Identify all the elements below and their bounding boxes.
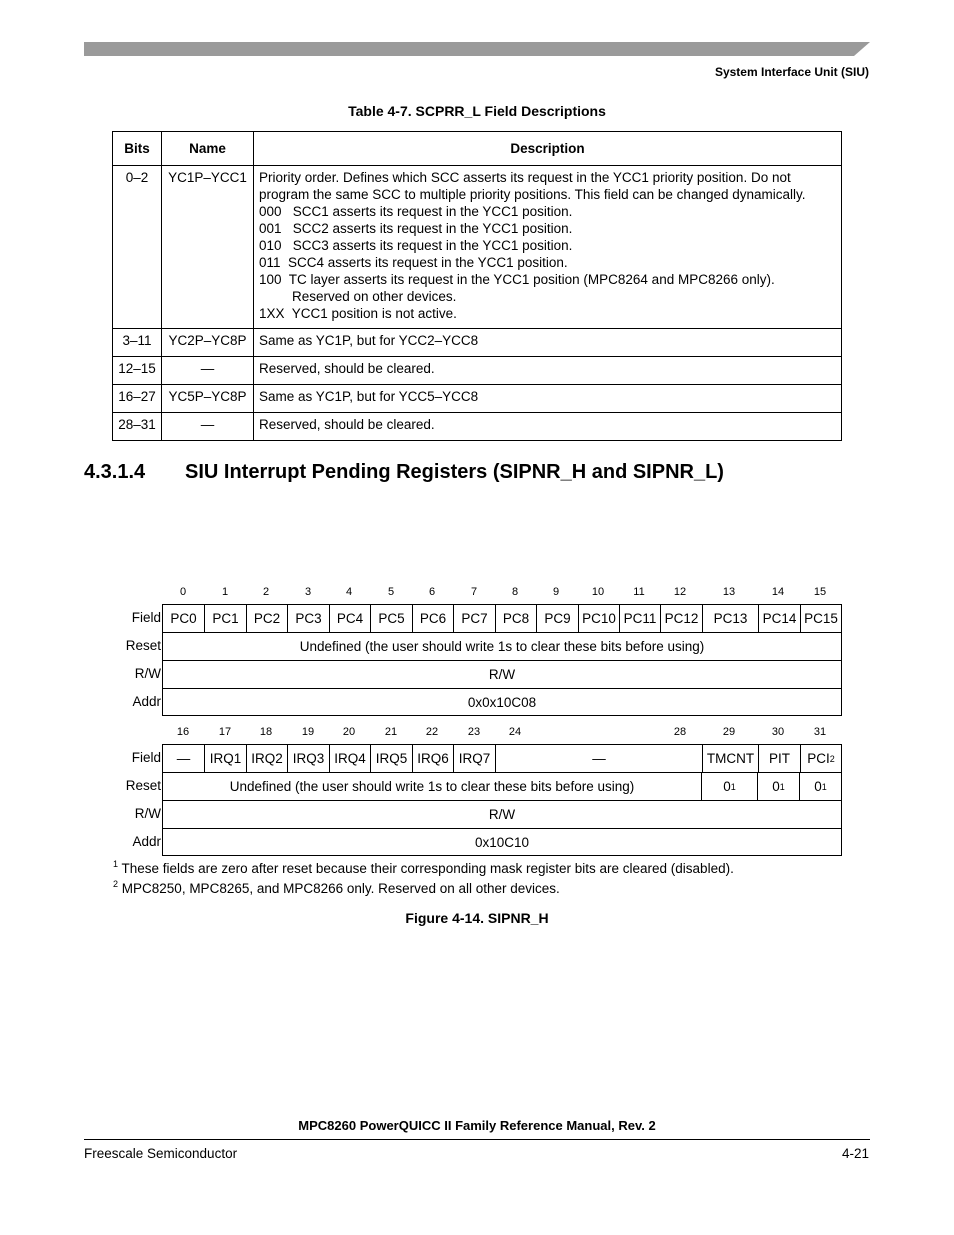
bit-numbers-lower xyxy=(112,724,842,744)
bit-number: 31 xyxy=(813,726,827,738)
bit-number: 3 xyxy=(304,586,312,598)
bit-number: 0 xyxy=(179,586,187,598)
field-cell: PC8 xyxy=(496,605,537,632)
name-cell: YC2P–YC8P xyxy=(162,329,254,357)
bit-number: 16 xyxy=(176,726,190,738)
bit-number: 29 xyxy=(722,726,736,738)
field-cell: PC2 xyxy=(247,605,288,632)
description-line: Priority order. Defines which SCC asserts its request in the YCC1 priority position. Do not xyxy=(259,170,791,185)
field-cell: PC7 xyxy=(454,605,496,632)
bit-number: 8 xyxy=(511,586,519,598)
row-label: Reset xyxy=(125,638,161,653)
field-cell: PC14 xyxy=(759,605,801,632)
bit-number: 23 xyxy=(467,726,481,738)
bit-number: 18 xyxy=(259,726,273,738)
bit-number: 1 xyxy=(221,586,229,598)
field-cell: PC5 xyxy=(371,605,413,632)
reset-cells xyxy=(162,772,842,800)
register-upper xyxy=(112,584,842,716)
bits-cell: 0–2 xyxy=(113,166,162,329)
field-cell: PC4 xyxy=(330,605,371,632)
pci-field: PCI xyxy=(807,751,830,766)
field-cell: PC3 xyxy=(288,605,330,632)
bit-number: 9 xyxy=(552,586,560,598)
bit-number: 11 xyxy=(633,586,645,598)
bit-numbers-upper xyxy=(112,584,842,604)
field-cell: IRQ2 xyxy=(247,745,288,772)
row-label: R/W xyxy=(134,806,161,821)
reset-row xyxy=(112,772,842,800)
addr-row xyxy=(112,828,842,856)
reset-value: 0 1 xyxy=(702,773,758,800)
bit-number: 20 xyxy=(342,726,356,738)
addr-value: 0x0x10C08 xyxy=(467,694,537,710)
field-cell: PC10 xyxy=(579,605,620,632)
reset-value: 0 1 xyxy=(758,773,800,800)
field-cell: PC15 xyxy=(804,611,838,626)
rw-value: R/W xyxy=(488,667,516,682)
name-cell: YC5P–YC8P xyxy=(162,385,254,413)
row-label: Reset xyxy=(125,778,161,793)
description-line: 100 TC layer asserts its request in the YCC1 position (MPC8264 and MPC8266 only). xyxy=(259,272,775,287)
description-cell: Reserved, should be cleared. xyxy=(254,357,842,385)
field-cell: — xyxy=(163,745,205,772)
reset-bit: 0 xyxy=(772,779,780,794)
addr-cells xyxy=(162,688,842,716)
field-cell: PC11 xyxy=(620,605,661,632)
footnote-marker: 2 xyxy=(113,879,119,889)
column-header: Bits xyxy=(113,132,162,166)
description-line: Reserved on other devices. xyxy=(292,289,457,304)
reset-bit: 0 xyxy=(723,779,731,794)
name-cell: — xyxy=(162,413,254,441)
addr-row xyxy=(112,688,842,716)
footnote-text: These fields are zero after reset because their corresponding mask register bits are cleared (disabled). xyxy=(121,861,734,876)
row-label: R/W xyxy=(134,666,161,681)
footnote-marker: 1 xyxy=(113,859,119,869)
description-line: 010 SCC3 asserts its request in the YCC1 position. xyxy=(259,238,573,253)
name-cell: — xyxy=(162,357,254,385)
bit-number: 24 xyxy=(508,726,522,738)
footer-publisher: Freescale Semiconductor xyxy=(84,1146,238,1161)
field-cell: PC6 xyxy=(413,605,454,632)
rw-cells xyxy=(162,800,842,828)
description-line: program the same SCC to multiple priority positions. This field can be changed dynamically. xyxy=(259,187,806,202)
reset-value: 0 1 xyxy=(814,779,827,794)
section-title: SIU Interrupt Pending Registers (SIPNR_H and SIPNR_L) xyxy=(185,461,724,483)
name-cell: YC1P–YCC1 xyxy=(162,166,254,329)
description-line: 001 SCC2 asserts its request in the YCC1 position. xyxy=(259,221,573,236)
row-label: Field xyxy=(131,610,161,625)
table-row xyxy=(113,385,842,413)
bit-number: 22 xyxy=(425,726,439,738)
bit-number: 30 xyxy=(771,726,785,738)
row-label: Field xyxy=(131,750,161,765)
field-cell: PC0 xyxy=(163,605,205,632)
page-number: 4-21 xyxy=(841,1146,869,1161)
field-cell: PC9 xyxy=(537,605,579,632)
bits-cell: 3–11 xyxy=(113,329,162,357)
description-cell: Same as YC1P, but for YCC5–YCC8 xyxy=(254,385,842,413)
field-cell: IRQ1 xyxy=(205,745,247,772)
field-cell: PIT xyxy=(759,745,801,772)
footnote xyxy=(113,861,734,876)
reset-bit: 0 xyxy=(814,779,822,794)
footer-title: MPC8260 PowerQUICC II Family Reference Manual, Rev. 2 xyxy=(298,1118,656,1133)
field-cell: IRQ7 xyxy=(454,745,496,772)
table-row xyxy=(113,166,842,329)
field-cell: IRQ5 xyxy=(371,745,413,772)
footer-divider xyxy=(84,1139,870,1140)
bits-cell: 28–31 xyxy=(113,413,162,441)
bit-number: 5 xyxy=(387,586,395,598)
footnote-text: MPC8250, MPC8265, and MPC8266 only. Reserved on all other devices. xyxy=(121,881,560,896)
rw-row xyxy=(112,800,842,828)
field-cell: PC13 xyxy=(703,605,759,632)
field-cell: PC1 xyxy=(205,605,247,632)
bit-number: 15 xyxy=(813,586,827,598)
reset-value: Undefined (the user should write 1s to clear these bits before using) xyxy=(163,773,702,800)
field-cell: IRQ4 xyxy=(330,745,371,772)
field-cell: TMCNT xyxy=(703,745,759,772)
reset-cells xyxy=(162,632,842,660)
field-row xyxy=(112,604,842,632)
bit-number: 17 xyxy=(218,726,232,738)
bit-number: 19 xyxy=(301,726,315,738)
field-cell: IRQ6 xyxy=(413,745,454,772)
bit-number: 4 xyxy=(345,586,353,598)
table-row xyxy=(113,329,842,357)
section-number: 4.3.1.4 xyxy=(84,461,146,483)
description-cell: Reserved, should be cleared. xyxy=(254,413,842,441)
field-cell: PC12 xyxy=(661,605,703,632)
field-cell: — xyxy=(496,745,703,772)
bit-number: 2 xyxy=(262,586,270,598)
bit-number: 13 xyxy=(722,586,736,598)
register-lower xyxy=(112,724,842,856)
bit-number: 28 xyxy=(673,726,687,738)
bit-number: 21 xyxy=(384,726,398,738)
addr-cells xyxy=(162,828,842,856)
bit-number: 14 xyxy=(771,586,785,598)
rw-cells xyxy=(162,660,842,688)
section-header: System Interface Unit (SIU) xyxy=(714,65,869,79)
description-cell: Same as YC1P, but for YCC2–YCC8 xyxy=(254,329,842,357)
footnote xyxy=(113,881,560,896)
field-description-table xyxy=(112,131,842,441)
bits-cell: 16–27 xyxy=(113,385,162,413)
field-cells xyxy=(162,604,842,632)
row-label: Addr xyxy=(132,694,161,709)
rw-row xyxy=(112,660,842,688)
row-label: Addr xyxy=(132,834,161,849)
column-header: Description xyxy=(254,132,842,166)
table-row xyxy=(113,413,842,441)
description-line: 011 SCC4 asserts its request in the YCC1 position. xyxy=(259,255,568,270)
rw-value: R/W xyxy=(488,807,516,822)
column-header: Name xyxy=(162,132,254,166)
bit-number: 7 xyxy=(470,586,478,598)
bit-number: 6 xyxy=(428,586,436,598)
reset-row xyxy=(112,632,842,660)
field-cell: PCI 2 xyxy=(807,751,835,766)
bit-number: 10 xyxy=(591,586,605,598)
table-header-row xyxy=(113,132,842,166)
field-cells xyxy=(162,744,842,772)
header-bar xyxy=(84,42,870,56)
addr-value: 0x10C10 xyxy=(474,834,530,850)
field-row xyxy=(112,744,842,772)
table-row xyxy=(113,357,842,385)
bits-cell: 12–15 xyxy=(113,357,162,385)
figure-caption: Figure 4-14. SIPNR_H xyxy=(405,910,549,926)
field-cell: IRQ3 xyxy=(288,745,330,772)
section-heading xyxy=(84,461,724,484)
description-cell xyxy=(254,166,842,329)
description-line: 1XX YCC1 position is not active. xyxy=(259,306,457,321)
reset-value: Undefined (the user should write 1s to clear these bits before using) xyxy=(299,639,705,654)
bit-number: 12 xyxy=(673,586,687,598)
description-line: 000 SCC1 asserts its request in the YCC1 position. xyxy=(259,204,573,219)
table-title: Table 4-7. SCPRR_L Field Descriptions xyxy=(348,103,606,119)
